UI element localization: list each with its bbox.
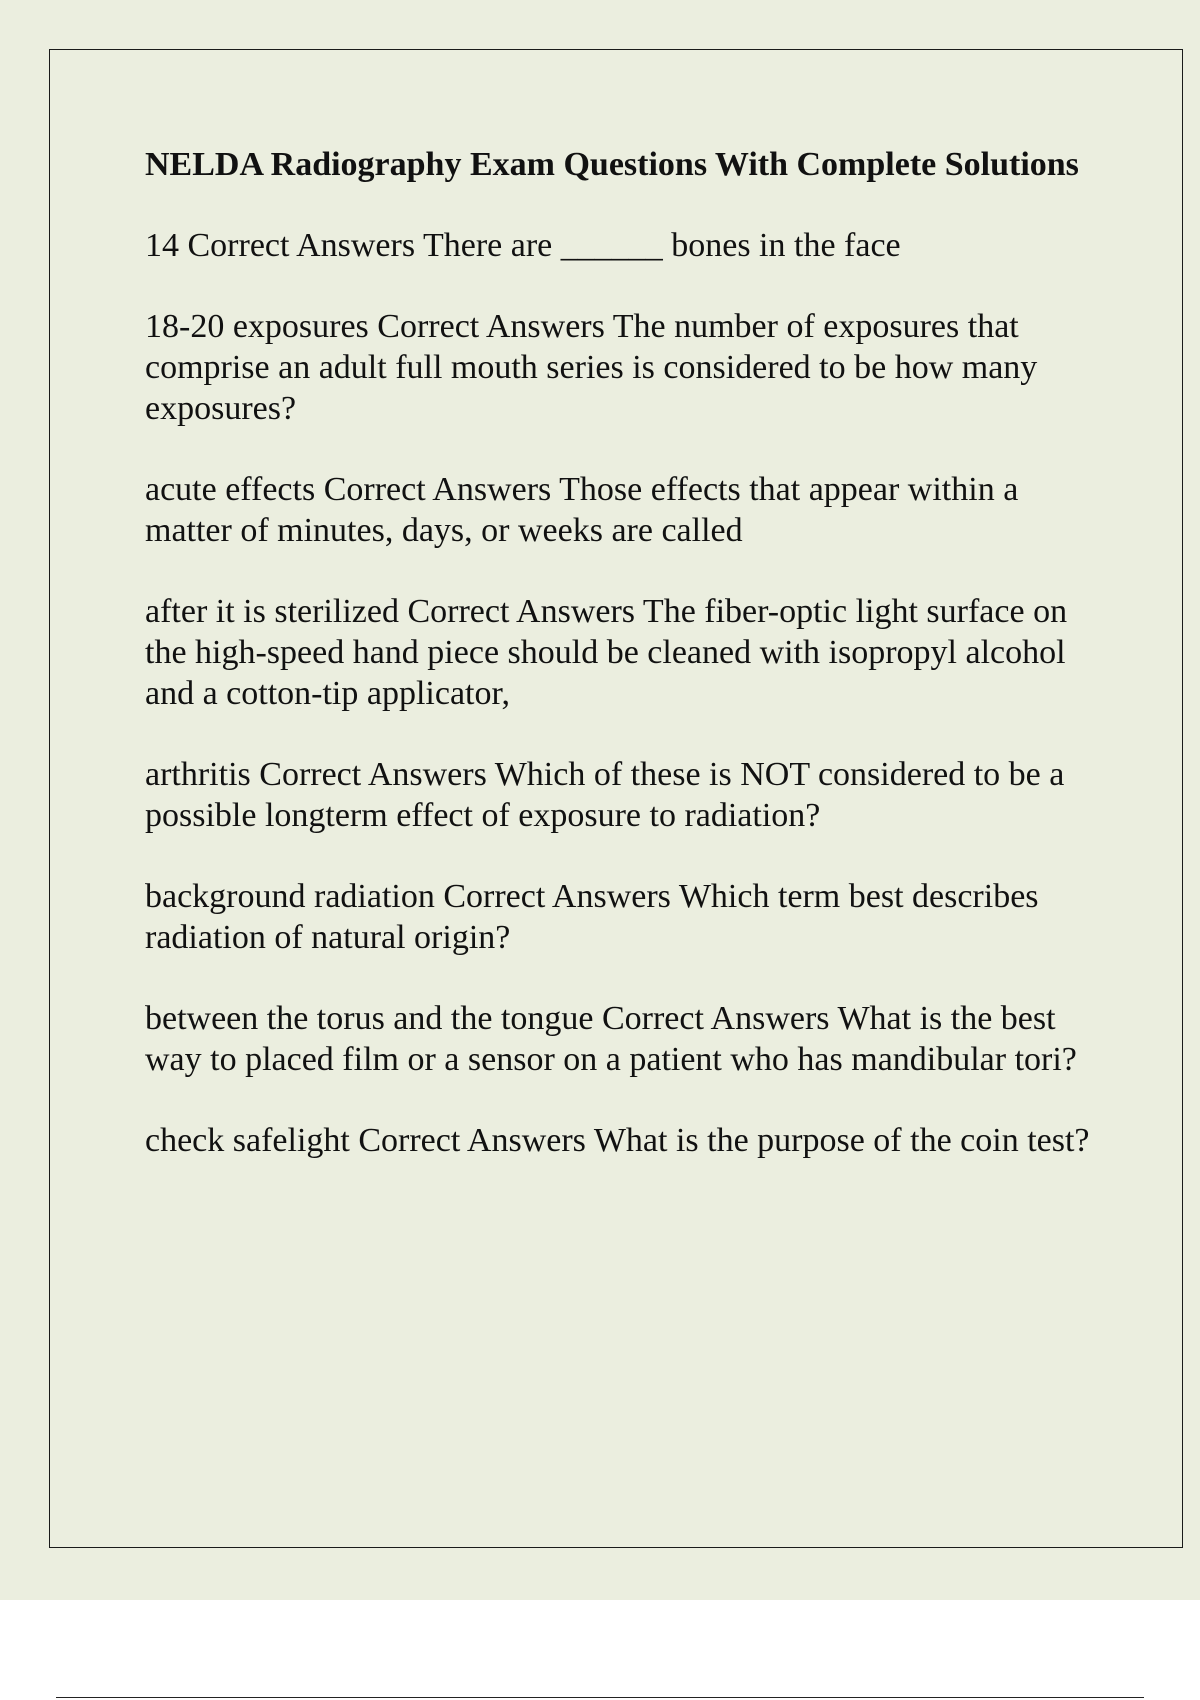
answer-text: between the torus and the tongue	[145, 1000, 594, 1037]
answer-text: after it is sterilized	[145, 593, 399, 630]
separator-text: Correct Answers	[377, 308, 605, 345]
question-text: The number of exposures that comprise an adult full mouth series is considered to be how many exposures?	[145, 308, 1046, 427]
question-text: What is the best way to placed film or a sensor on a patient who has mandibular tori?	[145, 1000, 1077, 1078]
answer-text: check safelight	[145, 1122, 350, 1159]
answer-text: 18-20 exposures	[145, 308, 369, 345]
question-text: What is the purpose of the coin test?	[593, 1122, 1090, 1159]
document-title: NELDA Radiography Exam Questions With Complete Solutions	[145, 146, 1079, 183]
document-body	[145, 144, 1095, 1201]
separator-text: Correct Answers	[187, 227, 416, 264]
question-text: The fiber-optic light surface on the high-speed hand piece should be cleaned with isopropyl alcohol and a cotton-tip applicator,	[145, 593, 1076, 712]
qa-entry	[145, 225, 1095, 266]
qa-entry	[145, 998, 1095, 1080]
qa-entry	[145, 876, 1095, 958]
separator-text: Correct Answers	[407, 593, 636, 630]
separator-text: Correct Answers	[323, 471, 552, 508]
question-text: Those effects that appear within a matter of minutes, days, or weeks are called	[145, 471, 1027, 549]
qa-entry	[145, 1120, 1095, 1161]
qa-entry	[145, 754, 1095, 836]
separator-text: Correct Answers	[601, 1000, 830, 1037]
question-text: Which term best describes radiation of natural origin?	[145, 878, 1048, 956]
qa-entry	[145, 591, 1095, 714]
answer-text: acute effects	[145, 471, 316, 508]
separator-text: Correct Answers	[358, 1122, 586, 1159]
separator-text: Correct Answers	[259, 756, 487, 793]
qa-entry	[145, 469, 1095, 551]
question-text: There are ______ bones in the face	[422, 227, 901, 264]
answer-text: background radiation	[145, 878, 435, 915]
answer-text: 14	[145, 227, 179, 264]
qa-entry	[145, 306, 1095, 429]
separator-text: Correct Answers	[443, 878, 671, 915]
answer-text: arthritis	[145, 756, 251, 793]
footer-rule	[56, 1697, 1144, 1698]
question-text: Which of these is NOT considered to be a possible longterm effect of exposure to radiation?	[145, 756, 1073, 834]
